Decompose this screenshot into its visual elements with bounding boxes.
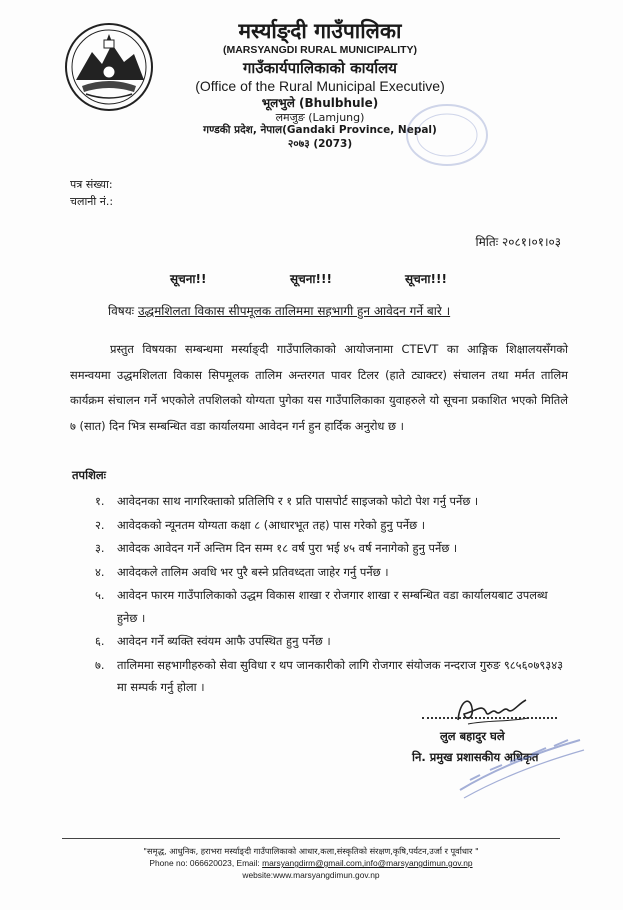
list-item: ३. आवेदक आवेदन गर्ने अन्तिम दिन सम्म १८ वर्ष पुरा भई ४५ वर्ष ननागेको हुनु पर्नेछ । (95, 541, 458, 555)
details-label: तपशिलः (72, 468, 107, 482)
signatory-title: नि. प्रमुख प्रशासकीय अधिकृत (412, 750, 539, 764)
established-year: २०७३ (2073) (287, 137, 353, 150)
list-item: ४. आवेदकले तालिम अवधि भर पुरै बस्ने प्रतिवध्दता जाहेर गर्नु पर्नेछ । (95, 564, 389, 579)
notice-heading-1: सूचना!! (170, 272, 207, 286)
footer-email-link[interactable]: marsyangdirm@gmail.com,info@marsyangdimun.gov.np (262, 858, 473, 868)
conditions-list (95, 490, 565, 700)
footer (62, 845, 560, 881)
municipality-name-english: (MARSYANGDI RURAL MUNICIPALITY) (222, 44, 418, 57)
footer-motto: "समृद्ध, आधुनिक, हराभरा मर्स्याङ्दी गाउँपालिकाको आधार,कला,संस्कृतिको संरक्षण,कृषि,पर्यटन,उर्जा र पूर्वाधार " (143, 846, 479, 856)
notice-heading-3: सूचना!!! (405, 272, 447, 286)
body-paragraph: प्रस्तुत विषयका सम्बन्धमा मर्स्याङ्दी गाउँपालिकाको आयोजनामा CTEVT का आङ्गिक शिक्षालयसँगको समन्वयमा उद्धमशिलता विकास सिपमूलक तालिम अन्तरगत पावर टिलर (हाते ट्याक्टर) संचालन तथा मर्मत तालिम कार्यक्रम संचालन गर्ने भएकोले तपशिलको योग्यता पुगेका यस गाउँपालिकाका युवाहरुले यो सूचना प्रकाशित भएको मितिले ७ (सात) दिन भित्र सम्बन्धित वडा कार्यालयमा आवेदन गर्न हुन हार्दिक अनुरोध छ । (70, 342, 568, 433)
subject-label: विषयः (108, 304, 135, 318)
list-item: ६. आवेदन गर्ने ब्यक्ति स्वंयम आफै उपस्थित हुनु पर्नेछ । (95, 634, 331, 648)
official-stamp (450, 720, 590, 810)
letter-date: मितिः २०८१।०१।०३ (475, 235, 561, 249)
list-item: २. आवेदकको न्यूनतम योग्यता कक्षा ८ (आधारभूत तह) पास गरेको हुनु पर्नेछ । (95, 517, 426, 532)
signature-line (422, 717, 557, 719)
office-province: गण्डकी प्रदेश, नेपाल(Gandaki Province, Nepal) (203, 124, 437, 137)
list-item: ७. तालिममा सहभागीहरुको सेवा सुविधा र थप जानकारीको लागि रोजगार संयोजक नन्दराज गुरुङ ९८५६०७९३४३ मा सम्पर्क गर्नु होला । (95, 657, 564, 694)
list-item: १. आवेदनका साथ नागरिक्ताको प्रतिलिपि र १ प्रति पासपोर्ट साइजको फोटो पेश गर्नु पर्नेछ । (95, 494, 479, 508)
subject-text: उद्धमशिलता विकास सीपमूलक तालिममा सहभागी हुन आवेदन गर्ने बारे । (137, 304, 451, 318)
office-place: भूलभुले (Bhulbhule) (261, 95, 379, 110)
municipality-name-nepali: मर्स्याङ्दी गाउँपालिका (238, 19, 402, 43)
nepal-emblem-logo (64, 22, 154, 112)
footer-website[interactable]: website:www.marsyangdimun.gov.np (242, 870, 380, 880)
office-name-english: (Office of the Rural Municipal Executive) (195, 78, 445, 95)
footer-divider (62, 838, 560, 839)
footer-contact: Phone no: 066620023, Email: marsyangdirm@gmail.com,info@marsyangdimun.gov.np (149, 858, 473, 868)
letter-number-label: पत्र संख्या: (70, 178, 113, 191)
office-district: लमजुङ (Lamjung) (275, 110, 365, 124)
subject-line (108, 302, 450, 319)
office-name-nepali: गाउँकार्यपालिकाको कार्यालय (242, 59, 397, 78)
faint-stamp-mark (400, 95, 495, 175)
signatory-name: लुल बहादुर घले (440, 729, 505, 743)
notice-heading-2: सूचना!!! (290, 272, 332, 286)
dispatch-number-label: चलानी नं.: (70, 195, 114, 208)
list-item: ५. आवेदन फारम गाउँपालिकाको उद्धम विकास शाखा र रोजगार शाखा र सम्बन्धित वडा कार्यालयबाट उपलब्ध हुनेछ । (95, 588, 548, 625)
